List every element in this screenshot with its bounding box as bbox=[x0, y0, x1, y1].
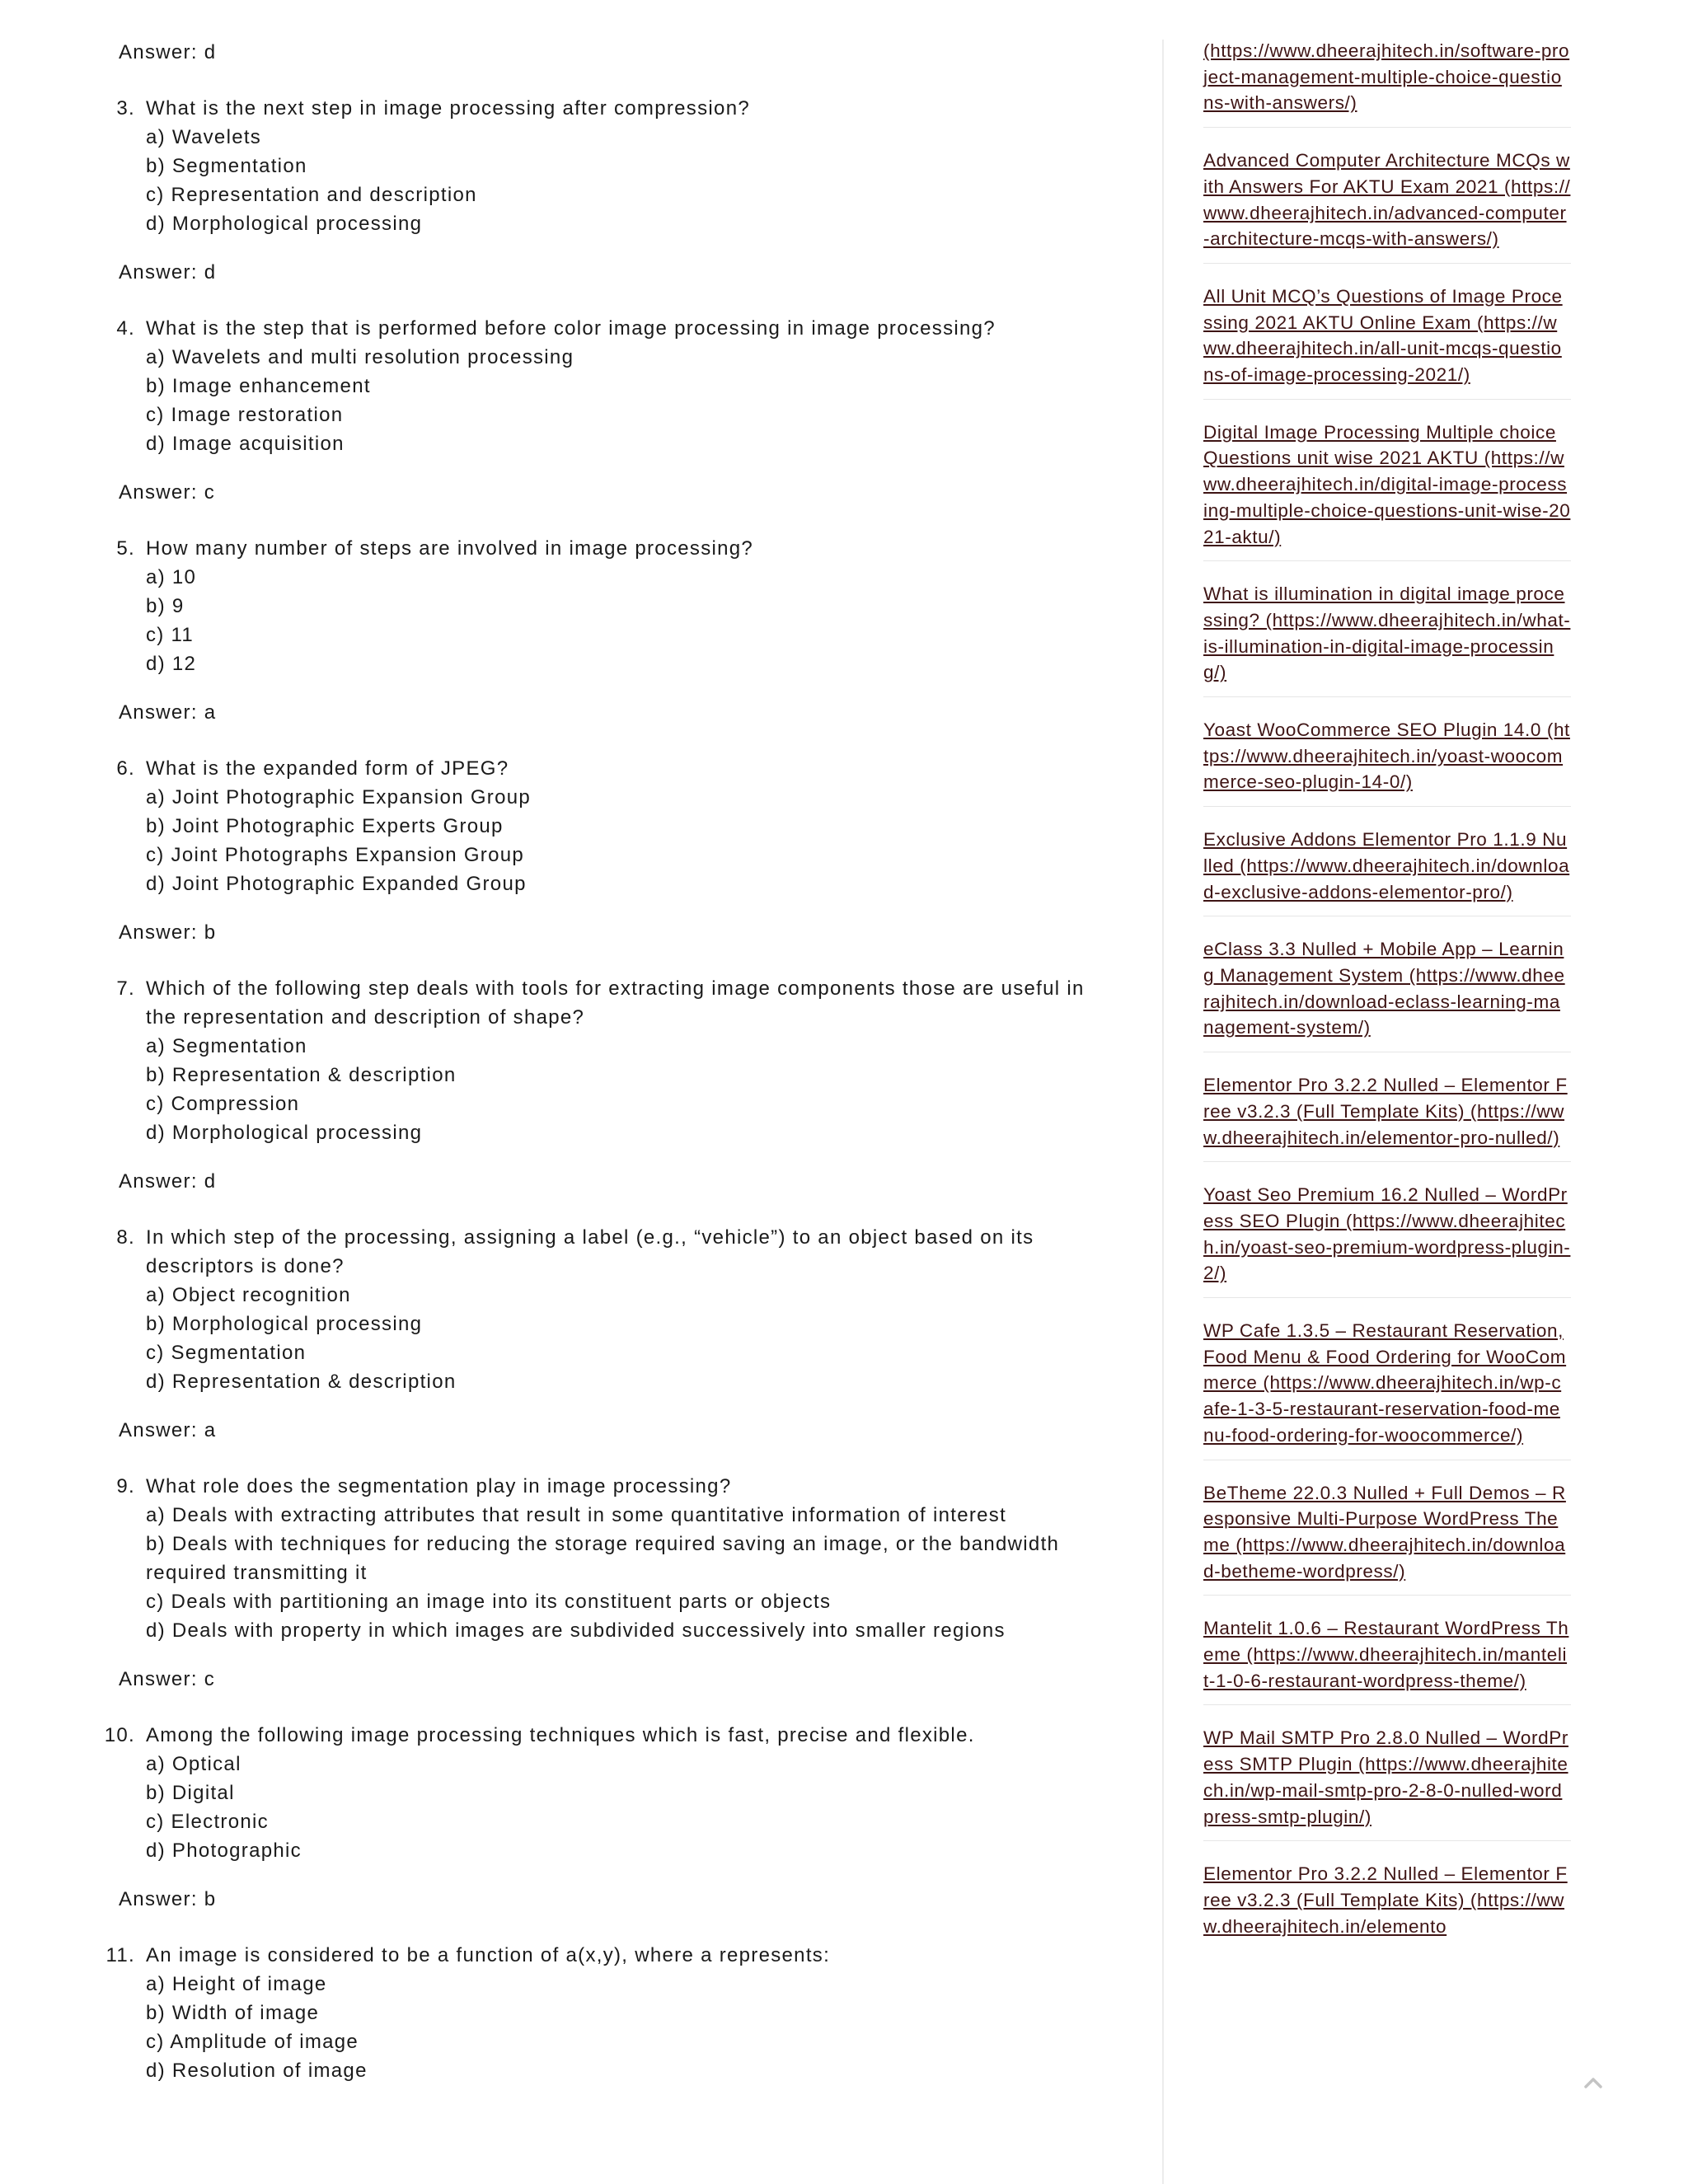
option: c) Deals with partitioning an image into its constituent parts or objects bbox=[146, 1591, 832, 1613]
option: a) Height of image bbox=[146, 1973, 327, 1995]
option: d) Deals with property in which images are subdivided successively into smaller regions bbox=[146, 1619, 1006, 1642]
question-number: 10. bbox=[104, 1724, 135, 1746]
question-text: What is the expanded form of JPEG? bbox=[146, 757, 509, 780]
sidebar-post-link[interactable]: Yoast WooCommerce SEO Plugin 14.0 (https://www.dheerajhitech.in/yoast-woocommerce-seo-plugin-14-0/) bbox=[1203, 719, 1570, 793]
question-text: An image is considered to be a function of a(x,y), where a represents: bbox=[146, 1944, 831, 1966]
question-number: 7. bbox=[116, 977, 135, 1000]
option: required transmitting it bbox=[146, 1562, 368, 1584]
question-text: What is the next step in image processing after compression? bbox=[146, 97, 750, 120]
option: c) Compression bbox=[146, 1093, 300, 1115]
answer-text: Answer: d bbox=[119, 1170, 217, 1193]
option: c) 11 bbox=[146, 624, 195, 646]
chevron-up-icon bbox=[1583, 2076, 1603, 2089]
option: c) Image restoration bbox=[146, 404, 344, 426]
question-text: What is the step that is performed before color image processing in image processing? bbox=[146, 317, 996, 340]
question-number: 3. bbox=[116, 97, 135, 120]
question-10 bbox=[0, 1721, 1137, 1865]
sidebar-post bbox=[1203, 1072, 1571, 1162]
scroll-to-top-button[interactable] bbox=[1581, 2070, 1606, 2095]
sidebar-post-link[interactable]: Digital Image Processing Multiple choice Questions unit wise 2021 AKTU (https://www.dheerajhitech.in/digital-image-processing-multiple-choice-questions-unit-wise-2021-aktu/) bbox=[1203, 421, 1571, 547]
option: b) Deals with techniques for reducing the storage required saving an image, or the bandwidth bbox=[146, 1533, 1060, 1555]
answer-text: Answer: c bbox=[119, 481, 216, 504]
option: a) Joint Photographic Expansion Group bbox=[146, 786, 532, 808]
sidebar-post bbox=[1203, 1861, 1571, 1950]
question-4 bbox=[0, 314, 1137, 458]
option: a) Segmentation bbox=[146, 1035, 307, 1057]
question-text: How many number of steps are involved in image processing? bbox=[146, 537, 754, 560]
option: a) Wavelets bbox=[146, 126, 262, 148]
answer-text: Answer: b bbox=[119, 1888, 217, 1910]
sidebar-post bbox=[1203, 717, 1571, 807]
sidebar-post-link[interactable]: Yoast Seo Premium 16.2 Nulled – WordPress SEO Plugin (https://www.dheerajhitech.in/yoast-seo-premium-wordpress-plugin-2/) bbox=[1203, 1184, 1571, 1284]
question-number: 6. bbox=[116, 757, 135, 780]
sidebar-post-link[interactable]: WP Cafe 1.3.5 – Restaurant Reservation, Food Menu & Food Ordering for WooCommerce (https://www.dheerajhitech.in/wp-cafe-1-3-5-restaurant-reservation-food-menu-food-ordering-for-woocommerce/) bbox=[1203, 1320, 1567, 1446]
sidebar-post bbox=[1203, 419, 1571, 562]
question-text: Which of the following step deals with tools for extracting image components those are useful in the representation and description of shape? bbox=[146, 977, 1085, 1029]
question-text: What role does the segmentation play in image processing? bbox=[146, 1475, 732, 1497]
option: d) Joint Photographic Expanded Group bbox=[146, 873, 527, 895]
option: a) Object recognition bbox=[146, 1284, 351, 1306]
question-text: Among the following image processing techniques which is fast, precise and flexible. bbox=[146, 1724, 975, 1746]
answer-text: Answer: c bbox=[119, 1668, 216, 1690]
option: a) Deals with extracting attributes that result in some quantitative information of interest bbox=[146, 1504, 1007, 1526]
option: c) Segmentation bbox=[146, 1342, 307, 1364]
option: a) 10 bbox=[146, 566, 197, 588]
sidebar-post bbox=[1203, 38, 1571, 128]
question-text: In which step of the processing, assigning a label (e.g., “vehicle”) to an object based on its descriptors is done? bbox=[146, 1226, 1034, 1277]
question-3 bbox=[0, 94, 1137, 238]
option: d) Resolution of image bbox=[146, 2060, 368, 2082]
question-8 bbox=[0, 1223, 1137, 1396]
sidebar-post-link[interactable]: What is illumination in digital image processing? (https://www.dheerajhitech.in/what-is-illumination-in-digital-image-processing/) bbox=[1203, 583, 1571, 683]
question-6 bbox=[0, 754, 1137, 898]
column-divider bbox=[1162, 40, 1164, 2184]
sidebar-post bbox=[1203, 1480, 1571, 1596]
sidebar-post-link[interactable]: Elementor Pro 3.2.2 Nulled – Elementor Free v3.2.3 (Full Template Kits) (https://www.dheerajhitech.in/elemento bbox=[1203, 1863, 1568, 1937]
option: c) Representation and description bbox=[146, 184, 477, 206]
option: d) Photographic bbox=[146, 1840, 302, 1862]
option: b) Digital bbox=[146, 1782, 235, 1804]
sidebar-post-link[interactable]: Advanced Computer Architecture MCQs with Answers For AKTU Exam 2021 (https://www.dheerajhitech.in/advanced-computer-architecture-mcqs-with-answers/) bbox=[1203, 150, 1571, 250]
option: b) 9 bbox=[146, 595, 185, 617]
sidebar-post bbox=[1203, 148, 1571, 264]
sidebar-post-link[interactable]: WP Mail SMTP Pro 2.8.0 Nulled – WordPress SMTP Plugin (https://www.dheerajhitech.in/wp-mail-smtp-pro-2-8-0-nulled-wordpress-smtp-plugin/) bbox=[1203, 1727, 1568, 1827]
option: c) Electronic bbox=[146, 1811, 269, 1833]
option: b) Morphological processing bbox=[146, 1313, 423, 1335]
option: d) Representation & description bbox=[146, 1371, 457, 1393]
sidebar-post bbox=[1203, 936, 1571, 1052]
sidebar-post bbox=[1203, 581, 1571, 697]
question-11 bbox=[0, 1941, 1137, 2085]
option: d) 12 bbox=[146, 653, 197, 675]
sidebar-post bbox=[1203, 1725, 1571, 1841]
option: a) Wavelets and multi resolution processing bbox=[146, 346, 574, 368]
option: a) Optical bbox=[146, 1753, 241, 1775]
answer-text: Answer: a bbox=[119, 701, 217, 724]
sidebar-post bbox=[1203, 1615, 1571, 1705]
sidebar-post-link[interactable]: All Unit MCQ’s Questions of Image Processing 2021 AKTU Online Exam (https://www.dheerajhitech.in/all-unit-mcqs-questions-of-image-processing-2021/) bbox=[1203, 285, 1563, 386]
question-number: 9. bbox=[116, 1475, 135, 1497]
question-number: 8. bbox=[116, 1226, 135, 1249]
sidebar-post-link[interactable]: BeTheme 22.0.3 Nulled + Full Demos – Responsive Multi-Purpose WordPress Theme (https://www.dheerajhitech.in/download-betheme-wordpress/) bbox=[1203, 1482, 1566, 1582]
answer-text: Answer: b bbox=[119, 921, 217, 944]
sidebar-post-link[interactable]: Exclusive Addons Elementor Pro 1.1.9 Nulled (https://www.dheerajhitech.in/download-exclusive-addons-elementor-pro/) bbox=[1203, 829, 1570, 902]
answer-text: Answer: a bbox=[119, 1419, 217, 1441]
answer-text: Answer: d bbox=[119, 261, 217, 284]
option: b) Width of image bbox=[146, 2002, 320, 2024]
sidebar-post bbox=[1203, 284, 1571, 400]
sidebar-post bbox=[1203, 827, 1571, 916]
sidebar-post bbox=[1203, 1182, 1571, 1298]
question-7 bbox=[0, 974, 1137, 1147]
question-number: 11. bbox=[106, 1944, 135, 1966]
recent-posts-sidebar bbox=[1203, 38, 1571, 1970]
question-number: 5. bbox=[116, 537, 135, 560]
option: d) Morphological processing bbox=[146, 213, 423, 235]
option: b) Image enhancement bbox=[146, 375, 371, 397]
option: b) Joint Photographic Experts Group bbox=[146, 815, 504, 837]
answer-text: Answer: d bbox=[119, 41, 217, 63]
option: b) Representation & description bbox=[146, 1064, 457, 1086]
option: d) Image acquisition bbox=[146, 433, 345, 455]
question-5 bbox=[0, 534, 1137, 678]
sidebar-post-link[interactable]: (https://www.dheerajhitech.in/software-project-management-multiple-choice-questions-with-answers/) bbox=[1203, 40, 1570, 114]
sidebar-post-link[interactable]: Mantelit 1.0.6 – Restaurant WordPress Theme (https://www.dheerajhitech.in/mantelit-1-0-6-restaurant-wordpress-theme/) bbox=[1203, 1618, 1569, 1691]
question-number: 4. bbox=[116, 317, 135, 340]
sidebar-post-link[interactable]: eClass 3.3 Nulled + Mobile App – Learning Management System (https://www.dheerajhitech.in/download-eclass-learning-management-system/) bbox=[1203, 939, 1565, 1038]
option: c) Joint Photographs Expansion Group bbox=[146, 844, 525, 866]
question-9 bbox=[0, 1472, 1137, 1645]
sidebar-post-link[interactable]: Elementor Pro 3.2.2 Nulled – Elementor Free v3.2.3 (Full Template Kits) (https://www.dheerajhitech.in/elementor-pro-nulled/) bbox=[1203, 1075, 1568, 1148]
option: c) Amplitude of image bbox=[146, 2031, 359, 2053]
option: b) Segmentation bbox=[146, 155, 307, 177]
option: d) Morphological processing bbox=[146, 1122, 423, 1144]
sidebar-post bbox=[1203, 1318, 1571, 1460]
